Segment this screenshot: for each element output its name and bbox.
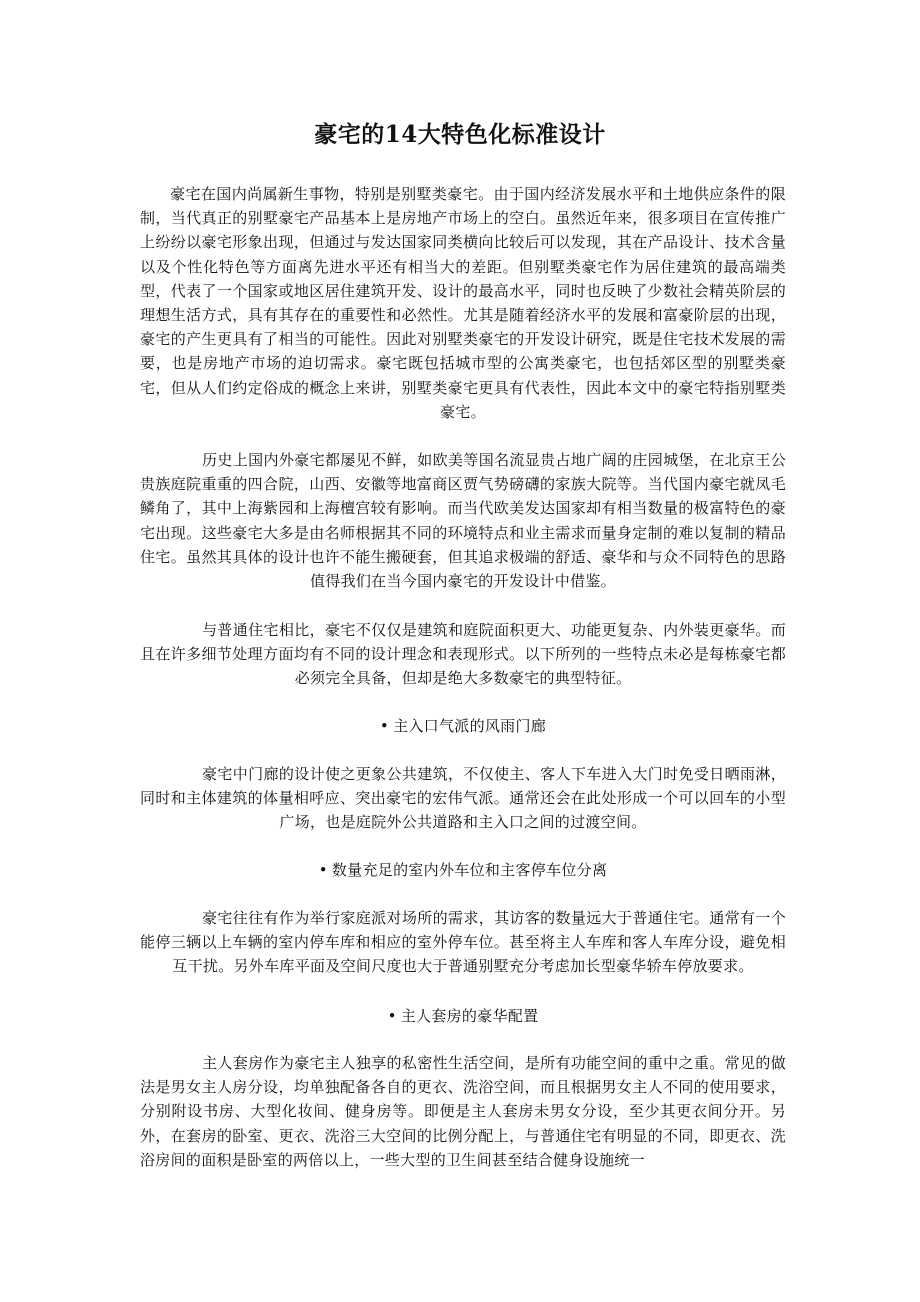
- parking-paragraph: [140, 906, 786, 979]
- heading-text: 主入口气派的风雨门廊: [393, 717, 547, 735]
- section-heading-master-suite: [140, 1004, 786, 1028]
- paragraph-text: 豪宅中门廊的设计使之更象公共建筑，不仅使主、客人下车进入大门时免受日晒雨淋，同时和主体建筑的体量相呼应、突出豪宅的宏伟气派。通常还会在此处形成一个可以回车的小型广场，也是庭院外公共道路和主入口之间的过渡空间。: [140, 765, 786, 832]
- document-title: 豪宅的14大特色化标准设计: [314, 121, 606, 148]
- master-suite-paragraph: [140, 1051, 786, 1172]
- heading-text: 主人套房的豪华配置: [400, 1007, 539, 1025]
- paragraph-text: 豪宅往往有作为举行家庭派对场所的需求，其访客的数量远大于普通住宅。通常有一个能停三辆以上车辆的室内停车库和相应的室外停车位。甚至将主人车库和客人车库分设，避免相互干扰。另外车库平面及空间尺度也大于普通别墅充分考虑加长型豪华轿车停放要求。: [140, 909, 786, 976]
- bullet-icon: •: [318, 861, 328, 879]
- comparison-paragraph: [140, 618, 786, 691]
- porch-paragraph: [140, 762, 786, 835]
- bullet-icon: •: [379, 717, 390, 735]
- section-heading-parking: [140, 858, 786, 882]
- paragraph-text: 历史上国内外豪宅都屡见不鲜，如欧美等国名流显贵占地广阔的庄园城堡，在北京王公贵族庭院重重的四合院，山西、安徽等地富商区贾气势磅礴的家族大院等。当代国内豪宅就凤毛鳞角了，其中上海紫园和上海檀宫较有影响。而当代欧美发达国家却有相当数量的极富特色的豪宅出现。这些豪宅大多是由名师根据其不同的环境特点和业主需求而量身定制的难以复制的精品住宅。虽然其具体的设计也许不能生搬硬套，但其追求极端的舒适、豪华和与众不同特色的思路值得我们在当今国内豪宅的开发设计中借鉴。: [140, 451, 786, 591]
- paragraph-text: 主人套房作为豪宅主人独享的私密性生活空间，是所有功能空间的重中之重。常见的做法是男女主人房分设，均单独配备各自的更衣、洗浴空间，而且根据男女主人不同的使用要求，分别附设书房、大型化妆间、健身房等。即便是主人套房未男女分设，至少其更衣间分开。另外，在套房的卧室、更衣、洗浴三大空间的比例分配上，与普通住宅有明显的不同，即更衣、洗浴房间的面积是卧室的两倍以上，一些大型的卫生间甚至结合健身设施统一: [140, 1054, 786, 1169]
- section-heading-porch: [140, 714, 786, 738]
- paragraph-text: 豪宅在国内尚属新生事物，特别是别墅类豪宅。由于国内经济发展水平和土地供应条件的限制，当代真正的别墅豪宅产品基本上是房地产市场上的空白。虽然近年来，很多项目在宣传推广上纷纷以豪宅形象出现，但通过与发达国家同类横向比较后可以发现，其在产品设计、技术含量以及个性化特色等方面离先进水平还有相当大的差距。但别墅类豪宅作为居住建筑的最高端类型，代表了一个国家或地区居住建筑开发、设计的最高水平，同时也反映了少数社会精英阶层的理想生活方式，具有其存在的重要性和必然性。尤其是随着经济水平的发展和富豪阶层的出现，豪宅的产生更具有了相当的可能性。因此对别墅类豪宅的开发设计研究，既是住宅技术发展的需要，也是房地产市场的迫切需求。豪宅既包括城市型的公寓类豪宅，也包括郊区型的别墅类豪宅，但从人们约定俗成的概念上来讲，别墅类豪宅更具有代表性，因此本文中的豪宅特指别墅类豪宅。: [140, 185, 786, 421]
- bullet-icon: •: [387, 1007, 397, 1025]
- heading-text: 数量充足的室内外车位和主客停车位分离: [331, 861, 608, 879]
- history-paragraph: [140, 448, 786, 593]
- intro-paragraph: [140, 182, 786, 424]
- paragraph-text: 与普通住宅相比，豪宅不仅仅是建筑和庭院面积更大、功能更复杂、内外装更豪华。而且在许多细节处理方面均有不同的设计理念和表现形式。以下所列的一些特点未必是每栋豪宅都必须完全具备，但却是绝大多数豪宅的典型特征。: [140, 621, 786, 688]
